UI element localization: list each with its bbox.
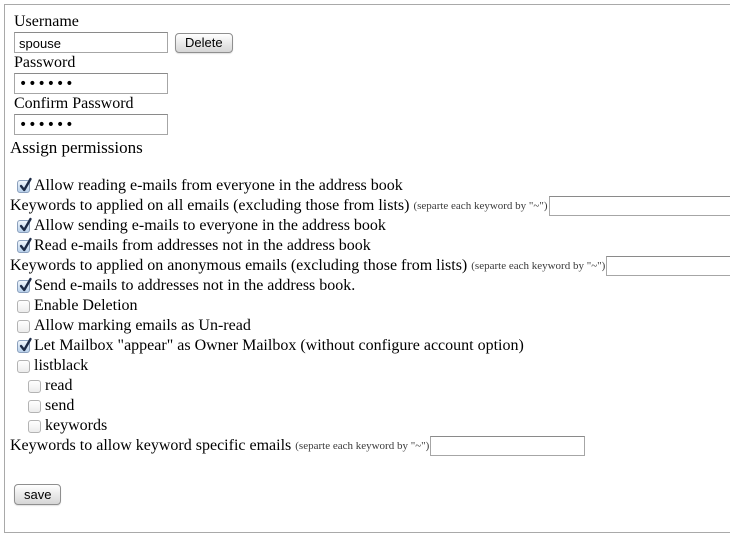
checkbox-unchecked[interactable] xyxy=(28,400,41,413)
checkbox-checked[interactable] xyxy=(17,240,30,253)
keywords-note: (separte each keyword by "~") xyxy=(295,440,430,452)
keywords-note: (separte each keyword by "~") xyxy=(413,200,548,212)
username-label: Username xyxy=(14,13,79,30)
password-input[interactable] xyxy=(14,73,168,94)
keywords-anonymous-emails-input[interactable] xyxy=(606,256,730,276)
permission-label: Allow reading e-mails from everyone in the address book xyxy=(34,177,403,194)
checkbox-checked[interactable] xyxy=(17,340,30,353)
password-label: Password xyxy=(14,54,76,71)
permission-label: Send e-mails to addresses not in the address book. xyxy=(34,277,356,294)
permission-row-listblack xyxy=(5,356,730,376)
username-row xyxy=(14,32,730,53)
checkbox-unchecked[interactable] xyxy=(17,300,30,313)
checkbox-checked[interactable] xyxy=(17,180,30,193)
keywords-specific-emails-input[interactable] xyxy=(430,436,585,456)
assign-permissions-heading: Assign permissions xyxy=(10,138,143,157)
user-permissions-form xyxy=(4,4,730,533)
permission-label: Let Mailbox "appear" as Owner Mailbox (without configure account option) xyxy=(34,337,524,354)
delete-button[interactable]: Delete xyxy=(175,33,233,53)
permission-row-allow-reading xyxy=(5,176,730,196)
permission-row-enable-deletion xyxy=(5,296,730,316)
confirm-password-row xyxy=(14,114,730,135)
permission-label: Allow sending e-mails to everyone in the address book xyxy=(34,217,386,234)
permission-label: send xyxy=(45,397,75,414)
permission-row-allow-sending xyxy=(5,216,730,236)
checkbox-unchecked[interactable] xyxy=(17,360,30,373)
save-button[interactable]: save xyxy=(14,484,61,505)
permission-row-read-not-in-book xyxy=(5,236,730,256)
keywords-specific-emails-row xyxy=(5,436,730,456)
permission-label: read xyxy=(45,377,73,394)
permission-label: keywords xyxy=(45,417,108,434)
keywords-all-emails-row xyxy=(5,196,730,216)
permission-row-appear-as-owner xyxy=(5,336,730,356)
permission-row-listblack-read xyxy=(5,376,730,396)
permission-row-mark-unread xyxy=(5,316,730,336)
checkbox-unchecked[interactable] xyxy=(28,420,41,433)
keywords-note: (separte each keyword by "~") xyxy=(471,260,606,272)
keywords-label: Keywords to allow keyword specific emails xyxy=(10,437,292,454)
checkbox-checked[interactable] xyxy=(17,220,30,233)
confirm-password-label: Confirm Password xyxy=(14,95,134,112)
keywords-all-emails-input[interactable] xyxy=(549,196,730,216)
password-row xyxy=(14,73,730,94)
checkbox-checked[interactable] xyxy=(17,280,30,293)
confirm-password-input[interactable] xyxy=(14,114,168,135)
permission-row-listblack-keywords xyxy=(5,416,730,436)
permission-row-send-not-in-book xyxy=(5,276,730,296)
permission-row-listblack-send xyxy=(5,396,730,416)
checkbox-unchecked[interactable] xyxy=(17,320,30,333)
permission-label: Allow marking emails as Un-read xyxy=(34,317,251,334)
username-input[interactable] xyxy=(14,32,168,53)
permission-label: Enable Deletion xyxy=(34,297,138,314)
keywords-label: Keywords to applied on anonymous emails (excluding those from lists) xyxy=(10,257,468,274)
keywords-anonymous-emails-row xyxy=(5,256,730,276)
checkbox-unchecked[interactable] xyxy=(28,380,41,393)
keywords-label: Keywords to applied on all emails (excluding those from lists) xyxy=(10,197,410,214)
permission-label: Read e-mails from addresses not in the address book xyxy=(34,237,371,254)
permission-label: listblack xyxy=(34,357,89,374)
